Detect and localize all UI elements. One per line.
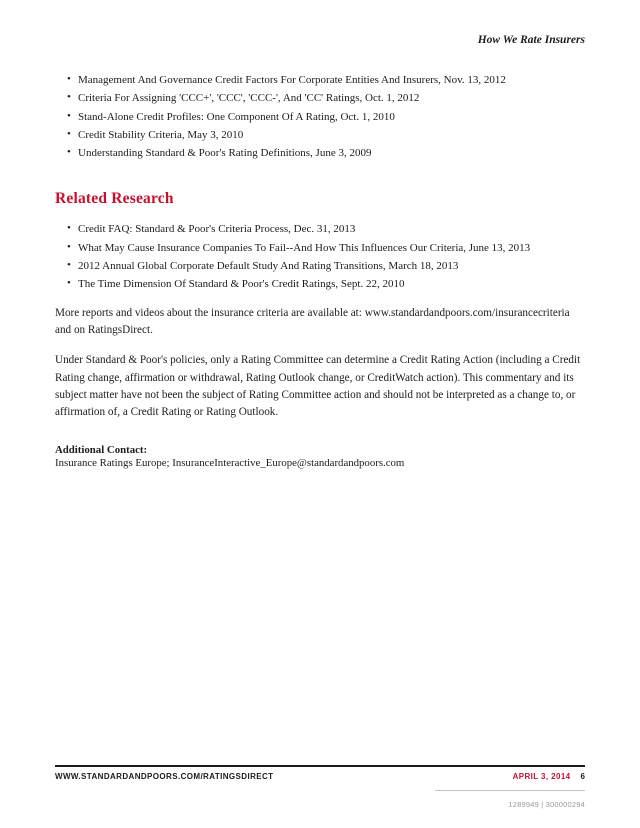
doc-id: 1289949 | 300000294 [508,800,585,809]
additional-contact-block [55,444,585,469]
related-research-list [55,222,585,291]
additional-contact-value: Insurance Ratings Europe; InsuranceInteractive_Europe@standardandpoors.com [55,456,405,469]
footer-site-url: WWW.STANDARDANDPOORS.COM/RATINGSDIRECT [55,772,274,781]
running-header-title: How We Rate Insurers [477,34,585,46]
related-research-item: • 2012 Annual Global Corporate Default Study And Rating Transitions, March 18, 2013 [67,259,585,273]
criteria-list-item: • Understanding Standard & Poor's Rating Definitions, June 3, 2009 [67,146,585,160]
related-research-heading: Related Research [55,190,174,208]
doc-id-block [435,790,585,812]
criteria-list-item: • Stand-Alone Credit Profiles: One Component Of A Rating, Oct. 1, 2010 [67,110,585,124]
footer-page-number: 6 [580,772,585,781]
footer-date: APRIL 3, 2014 [512,772,571,781]
more-reports-paragraph: More reports and videos about the insurance criteria are available at: www.standardandpoors.com/insurancecriteria and on RatingsDirect. [55,306,570,337]
disclaimer-paragraph: Under Standard & Poor's policies, only a Rating Committee can determine a Credit Rating Action (including a Credit Rating change, affirmation or withdrawal, Rating Outlook change, or CreditWatch action). This commentary and its subject matter have not been the subject of Rating Committee action and should not be interpreted as a change to, or affirmation of, a Credit Rating or Rating Outlook. [55,354,581,419]
related-research-item: • What May Cause Insurance Companies To Fail--And How This Influences Our Criteria, June 13, 2013 [67,241,585,255]
additional-contact-label: Additional Contact: [55,443,148,456]
related-research-item: • Credit FAQ: Standard & Poor's Criteria Process, Dec. 31, 2013 [67,222,585,236]
criteria-list [55,73,585,160]
footer-date-page [513,772,585,781]
related-research-item: • The Time Dimension Of Standard & Poor's Credit Ratings, Sept. 22, 2010 [67,277,585,291]
criteria-list-item: • Criteria For Assigning 'CCC+', 'CCC', 'CCC-', And 'CC' Ratings, Oct. 1, 2012 [67,91,585,105]
criteria-list-item: • Credit Stability Criteria, May 3, 2010 [67,128,585,142]
criteria-list-item: • Management And Governance Credit Factors For Corporate Entities And Insurers, Nov. 13, 2012 [67,73,585,87]
page-footer [55,765,585,812]
footer-bar [55,765,585,781]
